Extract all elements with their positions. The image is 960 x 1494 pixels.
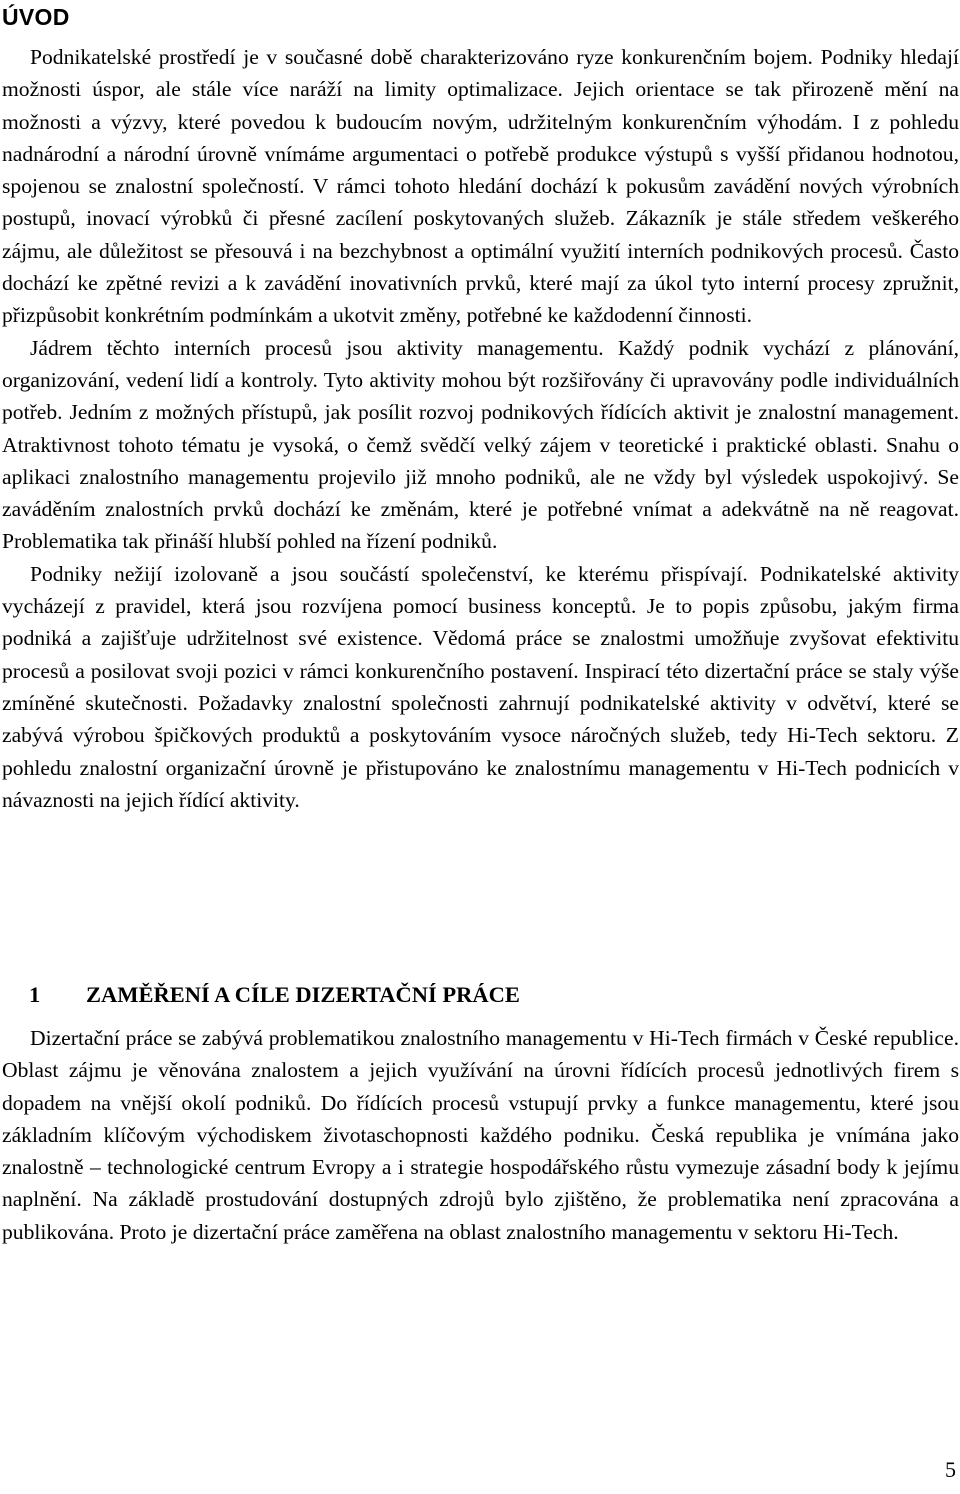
chapter-number: 1 xyxy=(29,982,41,1007)
page-number: 5 xyxy=(945,1457,956,1482)
section-heading-uvod: ÚVOD xyxy=(2,4,70,30)
intro-body xyxy=(2,41,959,816)
chapter-body xyxy=(2,1022,959,1248)
intro-paragraph-3: Podniky nežijí izolovaně a jsou součástí společenství, ke kterému přispívají. Podnikatelské aktivity vycházejí z pravidel, která jsou rozvíjena pomocí business konceptů. Je to popis způsobu, jakým firma podniká a zajišťuje udržitelnost své existence. Vědomá práce se znalostmi umožňuje zvyšovat efektivitu procesů a posilovat svoji pozici v rámci konkurenčního postavení. Inspirací této dizertační práce se staly výše zmíněné skutečnosti. Požadavky znalostní společnosti zahrnují podnikatelské aktivity v odvětví, které se zabývá výrobou špičkových produktů a poskytováním vysoce náročných služeb, tedy Hi-Tech sektoru. Z pohledu znalostní organizační úrovně je přistupováno ke znalostnímu managementu v Hi-Tech podnicích v návaznosti na jejich řídící aktivity. xyxy=(2,561,959,812)
chapter-heading xyxy=(29,979,520,1011)
chapter-paragraph-1: Dizertační práce se zabývá problematikou znalostního managementu v Hi-Tech firmách v České republice. Oblast zájmu je věnována znalostem a jejich využívání na úrovni řídících procesů jednotlivých firem s dopadem na vnější okolí podniků. Do řídících procesů vstupují prvky a funkce managementu, které jsou základním klíčovým východiskem životaschopnosti každého podniku. Česká republika je vnímána jako znalostně – technologické centrum Evropy a i strategie hospodářského růstu vymezuje zásadní body k jejímu naplnění. Na základě prostudování dostupných zdrojů bylo zjištěno, že problematika není zpracována a publikována. Proto je dizertační práce zaměřena na oblast znalostního managementu v sektoru Hi-Tech. xyxy=(2,1026,959,1244)
chapter-title: ZAMĚŘENÍ A CÍLE DIZERTAČNÍ PRÁCE xyxy=(86,982,520,1007)
intro-paragraph-1: Podnikatelské prostředí je v současné době charakterizováno ryze konkurenčním bojem. Podniky hledají možnosti úspor, ale stále více naráží na limity optimalizace. Jejich orientace se tak přirozeně mění na možnosti a výzvy, které povedou k budoucím novým, udržitelným konkurenčním výhodám. I z pohledu nadnárodní a národní úrovně vnímáme argumentaci o potřebě produkce výstupů s vyšší přidanou hodnotou, spojenou se znalostní společností. V rámci tohoto hledání dochází k pokusům zavádění nových výrobních postupů, inovací výrobků či přesné zacílení poskytovaných služeb. Zákazník je stále středem veškerého zájmu, ale důležitost se přesouvá i na bezchybnost a optimální využití interních podnikových procesů. Často dochází ke zpětné revizi a k zavádění inovativních prvků, které mají za úkol tyto interní procesy zpružnit, přizpůsobit konkrétním podmínkám a ukotvit změny, potřebné ke každodenní činnosti. xyxy=(2,45,959,328)
intro-paragraph-2: Jádrem těchto interních procesů jsou aktivity managementu. Každý podnik vychází z plánování, organizování, vedení lidí a kontroly. Tyto aktivity mohou být rozšiřovány či upravovány podle individuálních potřeb. Jedním z možných přístupů, jak posílit rozvoj podnikových řídících aktivit je znalostní management. Atraktivnost tohoto tématu je vysoká, o čemž svědčí velký zájem v teoretické i praktické oblasti. Snahu o aplikaci znalostního managementu projevilo již mnoho podniků, ale ne vždy byl výsledek uspokojivý. Se zaváděním znalostních prvků dochází ke změnám, které je potřebné vnímat a adekvátně na ně reagovat. Problematika tak přináší hlubší pohled na řízení podniků. xyxy=(2,335,959,554)
